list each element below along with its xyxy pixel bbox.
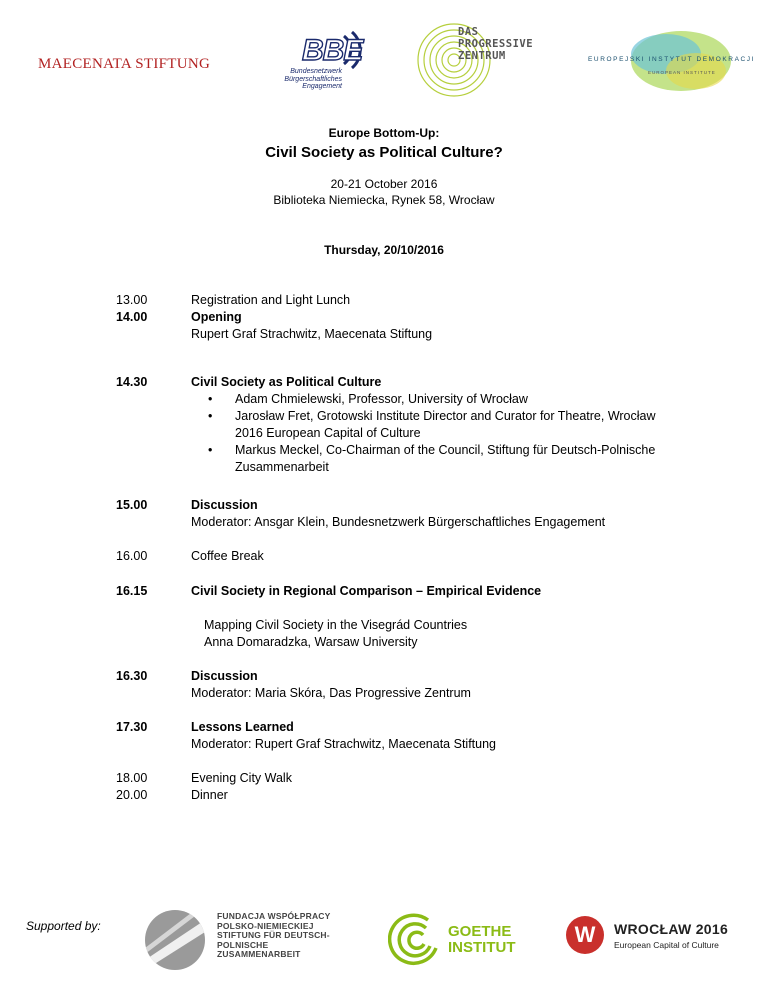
bbe-logo (252, 30, 362, 92)
eid-subtext: EUROPEAN INSTITUTE (648, 70, 716, 75)
wroclaw-subtitle: European Capital of Culture (614, 940, 719, 950)
session-title: Registration and Light Lunch (191, 293, 351, 307)
session-title: Discussion (191, 669, 258, 683)
eid-text: EUROPEJSKI INSTYTUT DEMOKRACJI (588, 56, 756, 63)
session-title: Discussion (191, 498, 258, 512)
event-kicker: Europe Bottom-Up: (328, 126, 440, 140)
goethe-text: GOETHE INSTITUT (448, 923, 516, 956)
session-title: Dinner (191, 788, 228, 802)
session-speaker: Rupert Graf Strachwitz, Maecenata Stiftung (191, 327, 433, 341)
maecenata-logo: MAECENATA STIFTUNG (38, 56, 211, 72)
road-icon (145, 910, 205, 970)
event-title: Civil Society as Political Culture? (265, 144, 503, 161)
time: 20.00 (116, 788, 148, 802)
session-title: Opening (191, 310, 242, 324)
session-title: Coffee Break (191, 549, 264, 563)
session-moderator: Moderator: Ansgar Klein, Bundesnetzwerk Bürgerschaftliches Engagement (191, 515, 606, 529)
time: 16.30 (116, 669, 148, 683)
session-speaker: Anna Domaradzka, Warsaw University (204, 635, 418, 649)
bbe-text: Bundesnetzwerk Bürgerschaftliches Engagement (284, 68, 342, 90)
goethe-logo (388, 912, 528, 972)
time: 16.00 (116, 549, 148, 563)
time: 16.15 (116, 584, 148, 598)
session-title: Civil Society as Political Culture (191, 375, 382, 389)
time: 14.00 (116, 310, 148, 324)
time: 15.00 (116, 498, 148, 512)
list-item: • Markus Meckel, Co-Chairman of the Council, Stiftung für Deutsch-Polnische Zusammenarbeit (191, 442, 661, 476)
fwpn-logo (145, 910, 345, 972)
wroclaw-mark-icon: W (566, 916, 604, 954)
session-title: Evening City Walk (191, 771, 292, 785)
wroclaw-logo (566, 916, 746, 966)
dpz-text: DAS PROGRESSIVE ZENTRUM (458, 26, 534, 62)
day-heading: Thursday, 20/10/2016 (324, 243, 444, 257)
session-title: Civil Society in Regional Comparison – Empirical Evidence (191, 584, 542, 598)
time: 18.00 (116, 771, 148, 785)
goethe-arcs-icon (388, 912, 444, 968)
eid-logo (586, 26, 756, 96)
list-item: • Jarosław Fret, Grotowski Institute Director and Curator for Theatre, Wrocław 2016 European Capital of Culture (191, 408, 661, 442)
session-title: Lessons Learned (191, 720, 294, 734)
session-moderator: Moderator: Maria Skóra, Das Progressive Zentrum (191, 686, 471, 700)
wroclaw-title: WROCŁAW 2016 (614, 921, 729, 937)
event-venue: Biblioteka Niemiecka, Rynek 58, Wrocław (273, 193, 495, 207)
session-talk: Mapping Civil Society in the Visegrád Countries (204, 618, 468, 632)
fwpn-text: FUNDACJA WSPÓŁPRACY POLSKO-NIEMIECKIEJ STIFTUNG FÜR DEUTSCH-POLNISCHE ZUSAMMENARBEIT (217, 911, 331, 959)
time: 13.00 (116, 293, 148, 307)
speaker-list (191, 391, 661, 476)
bbe-mark: BBE (302, 34, 363, 67)
time: 17.30 (116, 720, 148, 734)
dpz-logo (414, 20, 554, 100)
list-item: • Adam Chmielewski, Professor, University of Wrocław (191, 391, 661, 408)
time: 14.30 (116, 375, 148, 389)
session-moderator: Moderator: Rupert Graf Strachwitz, Maecenata Stiftung (191, 737, 496, 751)
event-dates: 20-21 October 2016 (330, 177, 438, 191)
supported-by-label: Supported by: (26, 919, 101, 933)
